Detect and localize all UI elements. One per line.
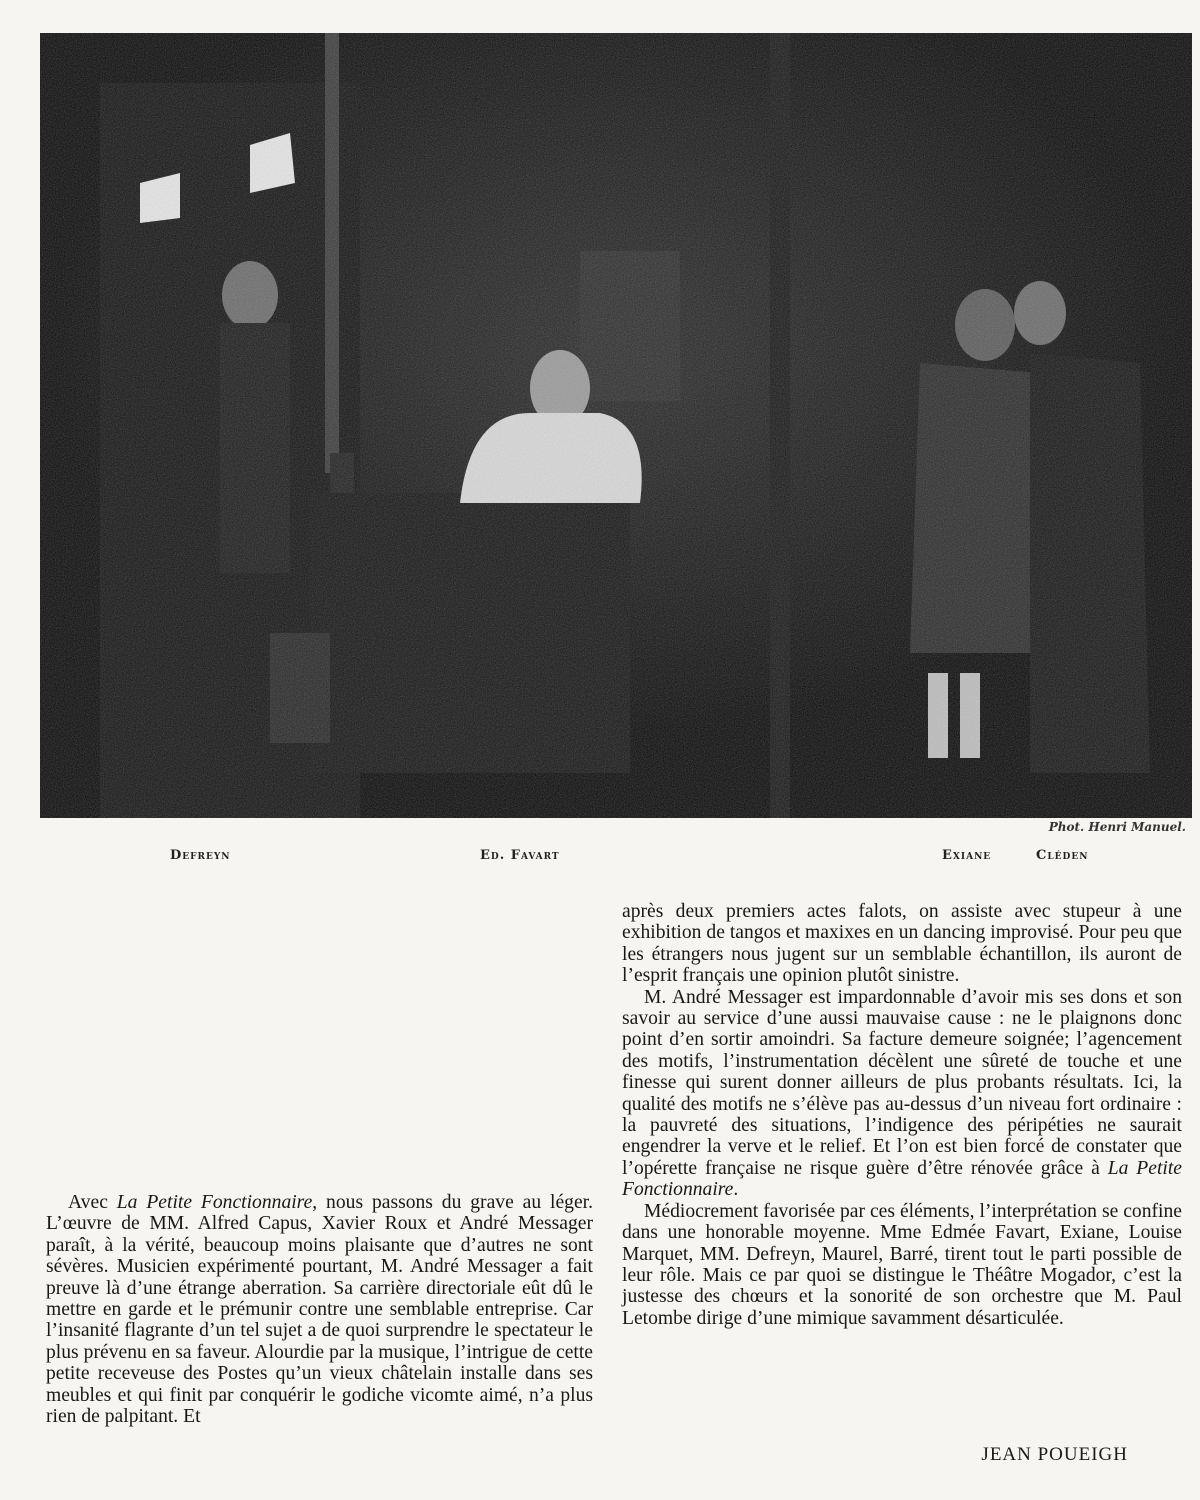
caption-cleden: Cléden [1036, 848, 1089, 863]
stage-photo-illustration [40, 33, 1192, 818]
paragraph-text: , nous passons du grave au léger. L’œuvre de MM. Alfred Capus, Xavier Roux et André Messager paraît, à la vérité, beaucoup moins plaisante que d’autres ne sont sévères. Musicien expérimenté pourtant, M. André Messager a fait preuve là d’une étrange aberration. Sa carrière directoriale eût dû le mettre en garde et le prémunir contre une semblable entreprise. Car l’insanité flagrante d’un tel sujet a de quoi surprendre le spectateur le plus prévenu en sa faveur. Alourdie par la musique, l’intrigue de cette petite receveuse des Postes qu’un vieux châtelain installe dans ses meubles et qui finit par conquérir le godiche vicomte aimé, n’a plus rien de palpitant. Et [46, 1192, 593, 1428]
stage-photograph [40, 33, 1192, 818]
article-paragraph-3: Médiocrement favorisée par ces éléments, l’interprétation se confine dans une honorable moyenne. Mme Edmée Favart, Exiane, Louise Marquet, MM. Defreyn, Maurel, Barré, tirent tout le parti possible de leur rôle. Mais ce par quoi se distingue le Théâtre Mogador, c’est la justesse des chœurs et la sonorité de son orchestre que M. Paul Letombe dirige d’une mimique savamment désarticulée. [622, 1200, 1182, 1329]
article-paragraph-1 [46, 1192, 593, 1427]
work-title: La Petite Fonctionnaire [622, 1157, 1182, 1201]
article-column-right [622, 901, 1182, 1329]
caption-ed-favart: Ed. Favart [480, 848, 560, 863]
article-column-left [46, 1192, 593, 1427]
caption-defreyn: Defreyn [170, 848, 231, 863]
work-title: La Petite Fonctionnaire [116, 1192, 313, 1213]
article-paragraph-2 [622, 987, 1182, 1201]
photo-credit: Phot. Henri Manuel. [1048, 820, 1186, 834]
author-signature: JEAN POUEIGH [981, 1444, 1128, 1465]
article-paragraph-continued: après deux premiers actes falots, on assiste avec stupeur à une exhibition de tangos et maxixes en un dancing improvisé. Pour peu que les étrangers nous jugent sur un semblable échantillon, ils auront de l’esprit français une opinion plutôt sinistre. [622, 901, 1182, 987]
paragraph-text: . [733, 1179, 739, 1201]
caption-exiane: Exiane [942, 848, 992, 863]
paragraph-text: M. André Messager est impardonnable d’avoir mis ses dons et son savoir au service d’une aussi mauvaise cause : ne le plaignons donc point d’en sortir amoindri. Sa facture demeure soignée; l’agencement des motifs, l’instrumentation décèlent une sûreté de touche et une finesse qui surent donner ailleurs de plus probants résultats. Ici, la qualité des motifs ne s’élève pas au-dessus d’un niveau fort ordinaire : la pauvreté des situations, l’indigence des péripéties ne saurait engendrer la verve et le relief. Et l’on est bien forcé de constater que l’opérette française ne risque guère d’être rénovée grâce à [622, 986, 1182, 1179]
paragraph-text: Avec [68, 1192, 117, 1213]
